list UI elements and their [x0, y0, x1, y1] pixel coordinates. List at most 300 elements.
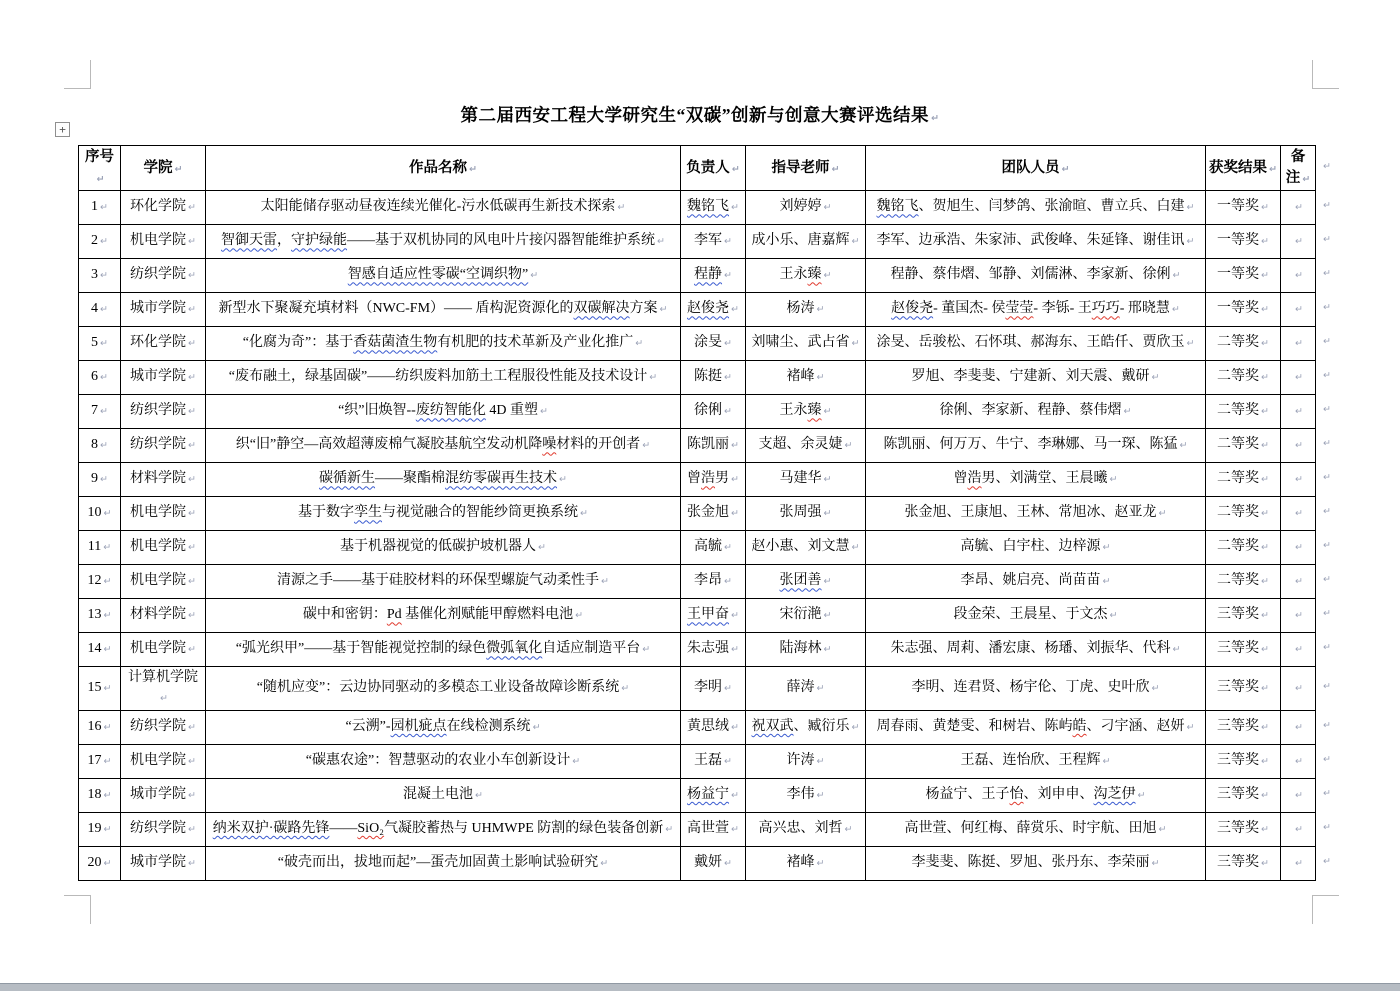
table-row [79, 633, 1316, 667]
cell-end-mark: ↵ [103, 576, 112, 588]
cell-advisor[interactable]: 王永臻 ↵ [746, 395, 866, 429]
cell-work-title[interactable]: “废布融土，绿基固碳”——纺织废料加筋土工程服役性能及技术设计 ↵ [206, 361, 681, 395]
cell-leader[interactable]: 杨益宁 ↵ [681, 778, 746, 812]
cell-end-mark: ↵ [1261, 202, 1269, 214]
cell-remark[interactable] [1281, 497, 1316, 531]
cell-end-mark: ↵ [844, 823, 853, 835]
cell-end-mark: ↵ [642, 440, 651, 452]
cell-end-mark: ↵ [100, 270, 108, 282]
cell-end-mark: ↵ [1261, 270, 1269, 282]
cell-end-mark: ↵ [1295, 721, 1303, 733]
cell-remark[interactable] [1281, 293, 1316, 327]
cell-end-mark: ↵ [188, 508, 196, 520]
cell-end-mark: ↵ [1186, 236, 1195, 248]
cell-end-mark: ↵ [1295, 202, 1303, 214]
cell-award-result[interactable]: 一等奖 ↵ [1206, 293, 1281, 327]
cell-remark[interactable] [1281, 395, 1316, 429]
cell-remark[interactable] [1281, 812, 1316, 846]
cell-team-members[interactable]: 周春雨、黄楚雯、和树岩、陈屿皓、刁宇涵、赵妍 ↵ [866, 710, 1206, 744]
row-end-mark: ↵ [1323, 540, 1331, 551]
row-end-mark: ↵ [1323, 608, 1331, 619]
results-table-wrapper [78, 145, 1331, 881]
cell-leader[interactable]: 徐俐 ↵ [681, 395, 746, 429]
cell-index[interactable]: 19 ↵ [79, 812, 121, 846]
cell-work-title[interactable]: 碳循新生——聚酯棉混纺零碳再生技术 ↵ [206, 463, 681, 497]
cell-end-mark: ↵ [188, 304, 196, 316]
table-row [79, 744, 1316, 778]
cell-end-mark: ↵ [600, 857, 609, 869]
cell-work-title[interactable]: 基于数字孪生与视觉融合的智能纱筒更换系统 ↵ [206, 497, 681, 531]
cell-end-mark: ↵ [1302, 174, 1311, 186]
cell-end-mark: ↵ [103, 683, 112, 695]
header-work-title[interactable]: 作品名称 ↵ [206, 146, 681, 191]
cell-end-mark: ↵ [1295, 683, 1303, 695]
cell-leader[interactable]: 黄思绒 ↵ [681, 710, 746, 744]
cell-award-result[interactable]: 二等奖 ↵ [1206, 531, 1281, 565]
cell-college[interactable]: 材料学院 ↵ [121, 463, 206, 497]
cell-college[interactable]: 城市学院 ↵ [121, 361, 206, 395]
cell-end-mark: ↵ [538, 542, 546, 554]
cell-team-members[interactable]: 程静、蔡伟熠、邹静、刘儒淋、李家新、徐俐 ↵ [866, 259, 1206, 293]
cell-work-title[interactable]: 智感自适应性零碳“空调织物” ↵ [206, 259, 681, 293]
cell-team-members[interactable]: 张金旭、王康旭、王林、常旭冰、赵亚龙 ↵ [866, 497, 1206, 531]
cell-end-mark: ↵ [475, 789, 483, 801]
cell-end-mark: ↵ [100, 440, 108, 452]
cell-index[interactable]: 14 ↵ [79, 633, 121, 667]
cell-end-mark: ↵ [103, 508, 112, 520]
cell-end-mark: ↵ [1261, 755, 1269, 767]
cell-advisor[interactable]: 许涛 ↵ [746, 744, 866, 778]
cell-remark[interactable] [1281, 778, 1316, 812]
cell-award-result[interactable]: 三等奖 ↵ [1206, 778, 1281, 812]
cell-end-mark: ↵ [1261, 789, 1269, 801]
cell-end-mark: ↵ [103, 644, 112, 656]
cell-work-title[interactable]: 基于机器视觉的低碳护坡机器人 ↵ [206, 531, 681, 565]
cell-index[interactable]: 15 ↵ [79, 667, 121, 711]
cell-end-mark: ↵ [1158, 508, 1167, 520]
cell-leader[interactable]: 李明 ↵ [681, 667, 746, 711]
cell-end-mark: ↵ [1137, 789, 1146, 801]
cell-remark[interactable] [1281, 744, 1316, 778]
cell-end-mark: ↵ [601, 576, 609, 588]
cell-end-mark: ↵ [1261, 338, 1269, 350]
cell-team-members[interactable]: 王磊、连怡欣、王程辉 ↵ [866, 744, 1206, 778]
cell-end-mark: ↵ [851, 236, 860, 248]
cell-leader[interactable]: 程静 ↵ [681, 259, 746, 293]
cell-end-mark: ↵ [724, 542, 732, 554]
cell-index[interactable]: 5 ↵ [79, 327, 121, 361]
cell-end-mark: ↵ [188, 857, 196, 869]
table-row [79, 667, 1316, 711]
cell-end-mark: ↵ [851, 721, 860, 733]
cell-leader[interactable]: 朱志强 ↵ [681, 633, 746, 667]
cell-index[interactable]: 16 ↵ [79, 710, 121, 744]
cell-team-members[interactable]: 徐俐、李家新、程静、蔡伟熠 ↵ [866, 395, 1206, 429]
cell-end-mark: ↵ [1151, 857, 1160, 869]
cell-work-title[interactable]: “弧光织甲”——基于智能视觉控制的绿色微弧氧化自适应制造平台 ↵ [206, 633, 681, 667]
cell-remark[interactable] [1281, 565, 1316, 599]
cell-award-result[interactable]: 一等奖 ↵ [1206, 259, 1281, 293]
cell-advisor[interactable]: 支超、余灵婕 ↵ [746, 429, 866, 463]
cell-team-members[interactable]: 李明、连君贤、杨宇伦、丁虎、史叶欣 ↵ [866, 667, 1206, 711]
row-end-mark: ↵ [1323, 472, 1331, 483]
header-team-members[interactable]: 团队人员 ↵ [866, 146, 1206, 191]
cell-index[interactable]: 1 ↵ [79, 191, 121, 225]
cell-college[interactable]: 纺织学院 ↵ [121, 429, 206, 463]
row-end-mark: ↵ [1323, 200, 1331, 211]
cell-end-mark: ↵ [530, 270, 539, 282]
cell-end-mark: ↵ [659, 304, 668, 316]
cell-end-mark: ↵ [103, 721, 112, 733]
cell-award-result[interactable]: 一等奖 ↵ [1206, 191, 1281, 225]
cell-college[interactable]: 材料学院 ↵ [121, 599, 206, 633]
cell-remark[interactable] [1281, 599, 1316, 633]
cell-advisor[interactable]: 宋衍滟 ↵ [746, 599, 866, 633]
cell-end-mark: ↵ [1261, 440, 1269, 452]
cell-leader[interactable]: 曾浩男 ↵ [681, 463, 746, 497]
cell-end-mark: ↵ [823, 270, 832, 282]
cell-work-title[interactable]: 太阳能储存驱动昼夜连续光催化-污水低碳再生新技术探索 ↵ [206, 191, 681, 225]
cell-end-mark: ↵ [823, 474, 832, 486]
cell-leader[interactable]: 李军 ↵ [681, 225, 746, 259]
cell-work-title[interactable]: “碳惠农途”：智慧驱动的农业小车创新设计 ↵ [206, 744, 681, 778]
cell-work-title[interactable]: “织”旧焕智--废纺智能化 4D 重塑 ↵ [206, 395, 681, 429]
cell-award-result[interactable]: 三等奖 ↵ [1206, 812, 1281, 846]
cell-end-mark: ↵ [100, 202, 108, 214]
cell-end-mark: ↵ [823, 576, 832, 588]
cell-index[interactable]: 3 ↵ [79, 259, 121, 293]
cell-end-mark: ↵ [1261, 823, 1269, 835]
cell-end-mark: ↵ [1061, 163, 1070, 175]
cell-end-mark: ↵ [1261, 576, 1269, 588]
cell-award-result[interactable]: 二等奖 ↵ [1206, 565, 1281, 599]
cell-advisor[interactable]: 王永臻 ↵ [746, 259, 866, 293]
cell-index[interactable]: 11 ↵ [79, 531, 121, 565]
cell-end-mark: ↵ [1186, 721, 1195, 733]
cell-college[interactable]: 计算机学院↵ [121, 667, 206, 711]
row-end-mark: ↵ [1323, 268, 1331, 279]
cell-leader[interactable]: 陈凯丽 ↵ [681, 429, 746, 463]
cell-end-mark: ↵ [851, 542, 860, 554]
row-end-mark: ↵ [1323, 336, 1331, 347]
cell-award-result[interactable]: 二等奖 ↵ [1206, 395, 1281, 429]
cell-team-members[interactable]: 杨益宁、王子怡、刘申申、沟芝伊 ↵ [866, 778, 1206, 812]
cell-end-mark: ↵ [724, 857, 732, 869]
cell-remark[interactable] [1281, 633, 1316, 667]
cell-end-mark: ↵ [188, 338, 196, 350]
cell-team-members[interactable]: 高世萱、何红梅、薛赏乐、时宇航、田旭 ↵ [866, 812, 1206, 846]
cell-end-mark: ↵ [731, 304, 739, 316]
cell-leader[interactable]: 高毓 ↵ [681, 531, 746, 565]
cell-end-mark: ↵ [731, 823, 739, 835]
header-index[interactable]: 序号↵ [79, 146, 121, 191]
cell-team-members[interactable]: 李昂、姚启亮、尚苗苗 ↵ [866, 565, 1206, 599]
cell-end-mark: ↵ [1295, 576, 1303, 588]
cell-work-title[interactable]: “破壳而出，拔地而起”—蛋壳加固黄土影响试验研究 ↵ [206, 846, 681, 880]
cell-end-mark: ↵ [188, 755, 196, 767]
cell-college[interactable]: 城市学院 ↵ [121, 778, 206, 812]
cell-award-result[interactable]: 三等奖 ↵ [1206, 667, 1281, 711]
table-row [79, 846, 1316, 880]
cell-index[interactable]: 12 ↵ [79, 565, 121, 599]
cell-end-mark: ↵ [731, 440, 739, 452]
cell-advisor[interactable]: 张周强 ↵ [746, 497, 866, 531]
cell-index[interactable]: 9 ↵ [79, 463, 121, 497]
row-end-marks [1321, 145, 1341, 881]
cell-team-members[interactable]: 罗旭、李斐斐、宁建新、刘天震、戴研 ↵ [866, 361, 1206, 395]
cell-end-mark: ↵ [100, 372, 108, 384]
cell-end-mark: ↵ [160, 693, 168, 705]
cell-end-mark: ↵ [1179, 440, 1188, 452]
cell-team-members[interactable]: 赵俊尧- 董国杰- 侯莹莹- 李铄- 王巧巧- 邢晓慧 ↵ [866, 293, 1206, 327]
page-title[interactable] [0, 102, 1400, 127]
header-leader[interactable]: 负责人 ↵ [681, 146, 746, 191]
cell-college[interactable]: 纺织学院 ↵ [121, 710, 206, 744]
cell-end-mark: ↵ [731, 789, 739, 801]
cell-end-mark: ↵ [1186, 338, 1195, 350]
cell-end-mark: ↵ [1295, 610, 1303, 622]
cell-end-mark: ↵ [96, 174, 105, 186]
header-award-result[interactable]: 获奖结果 ↵ [1206, 146, 1281, 191]
cell-award-result[interactable]: 二等奖 ↵ [1206, 497, 1281, 531]
cell-advisor[interactable]: 李伟 ↵ [746, 778, 866, 812]
cell-advisor[interactable]: 薛涛 ↵ [746, 667, 866, 711]
cell-leader[interactable]: 赵俊尧 ↵ [681, 293, 746, 327]
cell-index[interactable]: 20 ↵ [79, 846, 121, 880]
cell-advisor[interactable]: 张团善 ↵ [746, 565, 866, 599]
cell-end-mark: ↵ [621, 683, 630, 695]
cell-advisor[interactable]: 刘婷婷 ↵ [746, 191, 866, 225]
cell-end-mark: ↵ [1261, 406, 1269, 418]
cell-team-members[interactable]: 魏铭飞、贺旭生、闫梦鸽、张渝暄、曹立兵、白建 ↵ [866, 191, 1206, 225]
cell-leader[interactable]: 李昂 ↵ [681, 565, 746, 599]
cell-team-members[interactable]: 段金荣、王晨星、于文杰 ↵ [866, 599, 1206, 633]
cell-end-mark: ↵ [1261, 236, 1269, 248]
cell-leader[interactable]: 高世萱 ↵ [681, 812, 746, 846]
table-row [79, 327, 1316, 361]
cell-remark[interactable] [1281, 463, 1316, 497]
cell-index[interactable]: 2 ↵ [79, 225, 121, 259]
cell-end-mark: ↵ [816, 683, 825, 695]
cell-remark[interactable] [1281, 667, 1316, 711]
cell-college[interactable]: 城市学院 ↵ [121, 846, 206, 880]
cell-leader[interactable]: 魏铭飞 ↵ [681, 191, 746, 225]
cell-end-mark: ↵ [731, 474, 739, 486]
cell-end-mark: ↵ [1158, 823, 1167, 835]
cell-remark[interactable] [1281, 327, 1316, 361]
cell-award-result[interactable]: 三等奖 ↵ [1206, 710, 1281, 744]
cell-award-result[interactable]: 三等奖 ↵ [1206, 744, 1281, 778]
header-remark[interactable]: 备注 ↵ [1281, 146, 1316, 191]
cell-end-mark: ↵ [724, 372, 732, 384]
cell-advisor[interactable]: 杨涛 ↵ [746, 293, 866, 327]
cell-end-mark: ↵ [851, 338, 860, 350]
cell-advisor[interactable]: 陆海林 ↵ [746, 633, 866, 667]
cell-end-mark: ↵ [188, 474, 196, 486]
cell-award-result[interactable]: 二等奖 ↵ [1206, 429, 1281, 463]
cell-index[interactable]: 10 ↵ [79, 497, 121, 531]
cell-remark[interactable] [1281, 361, 1316, 395]
cell-award-result[interactable]: 三等奖 ↵ [1206, 846, 1281, 880]
row-end-mark: ↵ [1323, 370, 1331, 381]
cell-end-mark: ↵ [1261, 304, 1269, 316]
text-boundary-mark-bottom-left [64, 895, 91, 924]
cell-advisor[interactable]: 马建华 ↵ [746, 463, 866, 497]
cell-end-mark: ↵ [188, 644, 196, 656]
page-title-text: 第二届西安工程大学研究生“双碳”创新与创意大赛评选结果 [460, 105, 930, 125]
cell-award-result[interactable]: 二等奖 ↵ [1206, 327, 1281, 361]
cell-work-title[interactable]: 新型水下聚凝充填材料（NWC-FM）—— 盾构泥资源化的双碳解决方案 ↵ [206, 293, 681, 327]
cell-work-title[interactable]: “随机应变”：云边协同驱动的多模态工业设备故障诊断系统 ↵ [206, 667, 681, 711]
cell-college[interactable]: 纺织学院 ↵ [121, 395, 206, 429]
cell-index[interactable]: 6 ↵ [79, 361, 121, 395]
cell-index[interactable]: 8 ↵ [79, 429, 121, 463]
text-boundary-mark-top-left [64, 60, 91, 89]
cell-advisor[interactable]: 成小乐、唐嘉辉 ↵ [746, 225, 866, 259]
cell-advisor[interactable]: 褚峰 ↵ [746, 361, 866, 395]
cell-college[interactable]: 机电学院 ↵ [121, 633, 206, 667]
cell-end-mark: ↵ [532, 721, 541, 733]
cell-end-mark: ↵ [1295, 789, 1303, 801]
cell-team-members[interactable]: 高毓、白宇柱、边梓源 ↵ [866, 531, 1206, 565]
cell-advisor[interactable]: 祝双武、臧衍乐 ↵ [746, 710, 866, 744]
cell-award-result[interactable]: 三等奖 ↵ [1206, 599, 1281, 633]
cell-remark[interactable] [1281, 710, 1316, 744]
cell-end-mark: ↵ [724, 576, 732, 588]
cell-end-mark: ↵ [1109, 610, 1118, 622]
cell-end-mark: ↵ [575, 610, 584, 622]
cell-end-mark: ↵ [1295, 406, 1303, 418]
table-row [79, 191, 1316, 225]
cell-award-result[interactable]: 二等奖 ↵ [1206, 463, 1281, 497]
row-end-mark: ↵ [1323, 642, 1331, 653]
cell-end-mark: ↵ [580, 508, 588, 520]
cell-end-mark: ↵ [559, 474, 567, 486]
cell-remark[interactable] [1281, 259, 1316, 293]
cell-work-title[interactable]: “云溯”-园机疵点在线检测系统 ↵ [206, 710, 681, 744]
cell-award-result[interactable]: 二等奖 ↵ [1206, 361, 1281, 395]
cell-end-mark: ↵ [844, 440, 853, 452]
cell-end-mark: ↵ [1295, 823, 1303, 835]
cell-advisor[interactable]: 刘啸尘、武占省 ↵ [746, 327, 866, 361]
cell-college[interactable]: 机电学院 ↵ [121, 497, 206, 531]
cell-leader[interactable]: 涂旻 ↵ [681, 327, 746, 361]
cell-work-title[interactable]: 织“旧”静空—高效超薄废棉气凝胶基航空发动机降噪材料的开创者 ↵ [206, 429, 681, 463]
cell-end-mark: ↵ [103, 823, 112, 835]
table-row [79, 778, 1316, 812]
cell-advisor[interactable]: 高兴忠、刘哲 ↵ [746, 812, 866, 846]
table-move-handle[interactable]: + [55, 122, 70, 137]
cell-end-mark: ↵ [823, 644, 832, 656]
cell-leader[interactable]: 陈挺 ↵ [681, 361, 746, 395]
header-advisor[interactable]: 指导老师 ↵ [746, 146, 866, 191]
cell-college[interactable]: 纺织学院 ↵ [121, 259, 206, 293]
cell-end-mark: ↵ [731, 202, 739, 214]
cell-end-mark: ↵ [100, 304, 108, 316]
cell-end-mark: ↵ [816, 857, 825, 869]
cell-index[interactable]: 7 ↵ [79, 395, 121, 429]
cell-end-mark: ↵ [731, 163, 740, 175]
header-college[interactable]: 学院 ↵ [121, 146, 206, 191]
cell-college[interactable]: 纺织学院 ↵ [121, 812, 206, 846]
cell-index[interactable]: 13 ↵ [79, 599, 121, 633]
cell-end-mark: ↵ [816, 789, 825, 801]
cell-college[interactable]: 环化学院 ↵ [121, 191, 206, 225]
cell-advisor[interactable]: 赵小惠、刘文慧 ↵ [746, 531, 866, 565]
cell-advisor[interactable]: 褚峰 ↵ [746, 846, 866, 880]
cell-end-mark: ↵ [823, 406, 832, 418]
cell-college[interactable]: 机电学院 ↵ [121, 225, 206, 259]
cell-remark[interactable] [1281, 531, 1316, 565]
cell-award-result[interactable]: 一等奖 ↵ [1206, 225, 1281, 259]
cell-team-members[interactable]: 朱志强、周莉、潘宏康、杨璠、刘振华、代科 ↵ [866, 633, 1206, 667]
cell-leader[interactable]: 戴妍 ↵ [681, 846, 746, 880]
cell-leader[interactable]: 王甲奋 ↵ [681, 599, 746, 633]
cell-end-mark: ↵ [1261, 542, 1269, 554]
cell-index[interactable]: 18 ↵ [79, 778, 121, 812]
cell-end-mark: ↵ [1295, 857, 1303, 869]
table-row [79, 361, 1316, 395]
cell-team-members[interactable]: 曾浩男、刘满堂、王晨曦 ↵ [866, 463, 1206, 497]
cell-remark[interactable] [1281, 225, 1316, 259]
cell-leader[interactable]: 张金旭 ↵ [681, 497, 746, 531]
cell-work-title[interactable]: 智御天雷，守护绿能——基于双机协同的风电叶片接闪器智能维护系统 ↵ [206, 225, 681, 259]
cell-college[interactable]: 城市学院 ↵ [121, 293, 206, 327]
cell-college[interactable]: 机电学院 ↵ [121, 531, 206, 565]
cell-work-title[interactable]: 碳中和密钥：Pd 基催化剂赋能甲醇燃料电池 ↵ [206, 599, 681, 633]
cell-college[interactable]: 机电学院 ↵ [121, 565, 206, 599]
cell-index[interactable]: 4 ↵ [79, 293, 121, 327]
cell-award-result[interactable]: 三等奖 ↵ [1206, 633, 1281, 667]
cell-team-members[interactable]: 李军、边承浩、朱家沛、武俊峰、朱延锋、谢佳讯 ↵ [866, 225, 1206, 259]
cell-remark[interactable] [1281, 846, 1316, 880]
cell-end-mark: ↵ [831, 163, 840, 175]
cell-college[interactable]: 机电学院 ↵ [121, 744, 206, 778]
cell-end-mark: ↵ [1261, 474, 1269, 486]
cell-work-title[interactable]: “化腐为奇”：基于香菇菌渣生物有机肥的技术革新及产业化推广 ↵ [206, 327, 681, 361]
cell-team-members[interactable]: 李斐斐、陈挺、罗旭、张丹东、李荣丽 ↵ [866, 846, 1206, 880]
cell-remark[interactable] [1281, 191, 1316, 225]
cell-work-title[interactable]: 纳米双护·碳路先锋——SiO₂气凝胶蓄热与 UHMWPE 防割的绿色装备创新 ↵ [206, 812, 681, 846]
cell-end-mark: ↵ [1102, 576, 1111, 588]
cell-end-mark: ↵ [1109, 474, 1118, 486]
row-end-mark: ↵ [1323, 160, 1331, 172]
cell-work-title[interactable]: 混凝土电池 ↵ [206, 778, 681, 812]
cell-end-mark: ↵ [617, 202, 626, 214]
cell-team-members[interactable]: 涂旻、岳骏松、石怀琪、郝海东、王皓仟、贾欣玉 ↵ [866, 327, 1206, 361]
table-row [79, 463, 1316, 497]
row-end-mark: ↵ [1323, 720, 1331, 731]
text-boundary-mark-top-right [1312, 60, 1339, 89]
cell-remark[interactable] [1281, 429, 1316, 463]
cell-end-mark: ↵ [649, 372, 658, 384]
row-end-mark: ↵ [1323, 404, 1331, 415]
cell-end-mark: ↵ [724, 406, 732, 418]
cell-index[interactable]: 17 ↵ [79, 744, 121, 778]
cell-leader[interactable]: 王磊 ↵ [681, 744, 746, 778]
row-end-mark: ↵ [1323, 302, 1331, 313]
cell-team-members[interactable]: 陈凯丽、何万万、牛宁、李琳娜、马一琛、陈猛 ↵ [866, 429, 1206, 463]
table-row [79, 599, 1316, 633]
table-row [79, 497, 1316, 531]
cell-end-mark: ↵ [1295, 755, 1303, 767]
cell-college[interactable]: 环化学院 ↵ [121, 327, 206, 361]
cell-work-title[interactable]: 清源之手——基于硅胶材料的环保型螺旋气动柔性手 ↵ [206, 565, 681, 599]
cell-end-mark: ↵ [823, 508, 832, 520]
cell-end-mark: ↵ [103, 857, 112, 869]
cell-end-mark: ↵ [188, 823, 196, 835]
cell-end-mark: ↵ [539, 406, 548, 418]
